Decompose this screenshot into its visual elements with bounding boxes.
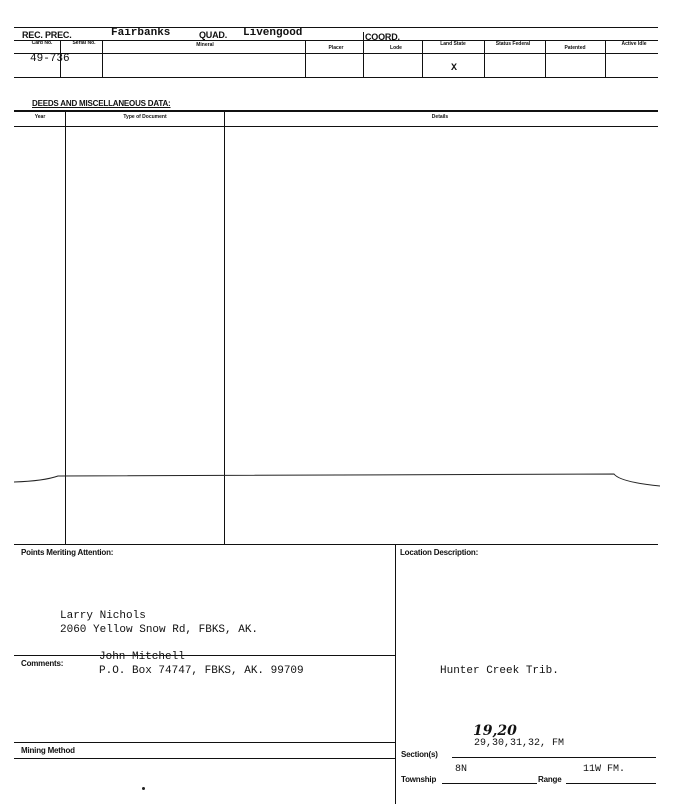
- points-line-2: 2060 Yellow Snow Rd, FBKS, AK.: [60, 624, 259, 636]
- lode-header: Lode: [390, 45, 402, 51]
- col-divider-8: [605, 40, 606, 77]
- col-divider-7: [545, 40, 546, 77]
- col-divider-3: [305, 40, 306, 77]
- points-label: Points Meriting Attention:: [21, 548, 114, 557]
- township-underline: [442, 783, 537, 784]
- deeds-details-header: Details: [431, 114, 449, 120]
- serial-no-header: Serial No.: [72, 40, 96, 46]
- card-no-header: Card No.: [31, 40, 53, 46]
- stray-dot-mark: [142, 787, 145, 790]
- col-divider-5: [422, 40, 423, 77]
- sections-value: 29,30,31,32, FM: [474, 738, 565, 749]
- deeds-section-title: DEEDS AND MISCELLANEOUS DATA:: [32, 99, 171, 108]
- patented-header: Patented: [564, 45, 586, 51]
- sections-underline: [452, 757, 656, 758]
- comments-line-2: P.O. Box 74747, FBKS, AK. 99709: [99, 665, 304, 677]
- range-label: Range: [538, 775, 562, 784]
- placer-header: Placer: [328, 45, 344, 51]
- mining-method-label: Mining Method: [21, 746, 75, 755]
- lower-center-divider: [395, 544, 396, 804]
- col-divider-4: [363, 32, 364, 77]
- card-no-value: 49-736: [30, 53, 70, 65]
- col-divider-2: [102, 40, 103, 77]
- township-value: 8N: [455, 764, 468, 775]
- coord-label: COORD.: [365, 32, 400, 42]
- deeds-bottom-rule: [14, 544, 658, 545]
- location-text: Hunter Creek Trib.: [440, 665, 559, 677]
- rec-prec-value: Fairbanks: [111, 27, 171, 39]
- status-federal-header: Status Federal: [495, 41, 531, 47]
- sections-handwritten: 19,20: [473, 723, 517, 739]
- quad-label: QUAD.: [199, 30, 227, 40]
- mining-method-rule: [14, 758, 395, 759]
- location-label: Location Description:: [400, 548, 479, 557]
- range-underline: [566, 783, 656, 784]
- quad-value: Livengood: [243, 27, 303, 39]
- copy-seam-line: [14, 468, 660, 492]
- header-bottom-rule: [14, 77, 658, 78]
- deeds-header-rule: [14, 126, 658, 127]
- active-idle-header: Active Idle: [621, 41, 647, 47]
- range-value: 11W FM.: [583, 764, 626, 775]
- land-state-mark: X: [451, 63, 458, 74]
- deeds-type-header: Type of Document: [123, 114, 167, 120]
- header-cell-rule: [14, 53, 658, 54]
- deeds-top-rule: [14, 110, 658, 112]
- col-divider-6: [484, 40, 485, 77]
- deeds-year-header: Year: [34, 114, 46, 120]
- comments-bottom-rule: [14, 742, 395, 743]
- township-label: Township: [401, 775, 437, 784]
- land-state-header: Land State: [440, 41, 466, 47]
- header-label-rule: [14, 40, 658, 41]
- mineral-header: Mineral: [196, 42, 214, 48]
- comments-label: Comments:: [21, 659, 64, 668]
- points-line-1: Larry Nichols: [60, 610, 146, 622]
- rec-prec-label: REC. PREC.: [22, 30, 72, 40]
- comments-line-1: John Mitchell: [99, 651, 185, 663]
- sections-label: Section(s): [401, 750, 438, 759]
- points-bottom-rule: [14, 655, 395, 656]
